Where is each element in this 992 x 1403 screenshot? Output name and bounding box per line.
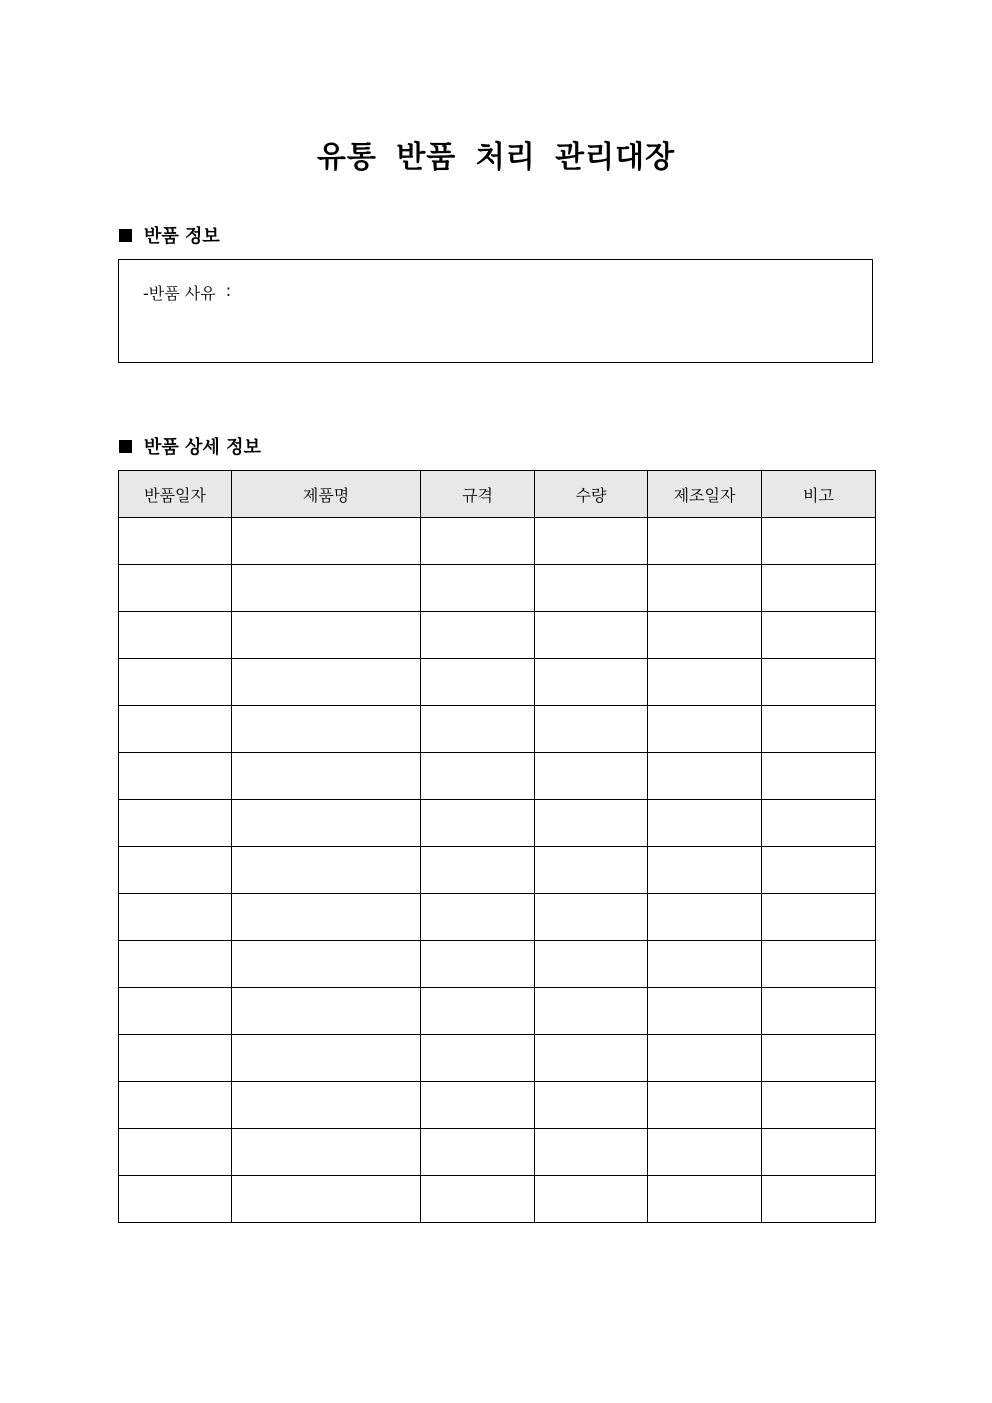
product-name-cell[interactable] xyxy=(232,565,421,612)
return-detail-heading xyxy=(119,433,261,459)
remarks-cell[interactable] xyxy=(762,565,876,612)
manufacture-date-cell[interactable] xyxy=(648,565,762,612)
column-header-remarks: 비고 xyxy=(762,471,876,518)
remarks-cell[interactable] xyxy=(762,941,876,988)
spec-cell[interactable] xyxy=(421,612,535,659)
manufacture-date-cell[interactable] xyxy=(648,659,762,706)
table-row xyxy=(119,1035,876,1082)
table-row xyxy=(119,612,876,659)
quantity-cell[interactable] xyxy=(535,800,648,847)
product-name-cell[interactable] xyxy=(232,659,421,706)
manufacture-date-cell[interactable] xyxy=(648,612,762,659)
spec-cell[interactable] xyxy=(421,1129,535,1176)
document-title: 유통 반품 처리 관리대장 xyxy=(316,140,676,175)
return-date-cell[interactable] xyxy=(119,988,232,1035)
black-square-bullet-icon xyxy=(119,440,132,453)
manufacture-date-cell[interactable] xyxy=(648,518,762,565)
return-date-cell[interactable] xyxy=(119,706,232,753)
spec-cell[interactable] xyxy=(421,706,535,753)
manufacture-date-cell[interactable] xyxy=(648,1035,762,1082)
product-name-cell[interactable] xyxy=(232,1176,421,1223)
manufacture-date-cell[interactable] xyxy=(648,847,762,894)
quantity-cell[interactable] xyxy=(535,941,648,988)
quantity-cell[interactable] xyxy=(535,1176,648,1223)
remarks-cell[interactable] xyxy=(762,1129,876,1176)
column-header-quantity: 수량 xyxy=(535,471,648,518)
return-date-cell[interactable] xyxy=(119,1035,232,1082)
remarks-cell[interactable] xyxy=(762,612,876,659)
remarks-cell[interactable] xyxy=(762,1176,876,1223)
table-row xyxy=(119,847,876,894)
product-name-cell[interactable] xyxy=(232,1082,421,1129)
spec-cell[interactable] xyxy=(421,1082,535,1129)
return-detail-table xyxy=(118,470,876,1223)
quantity-cell[interactable] xyxy=(535,706,648,753)
remarks-cell[interactable] xyxy=(762,659,876,706)
product-name-cell[interactable] xyxy=(232,1129,421,1176)
return-date-cell[interactable] xyxy=(119,1082,232,1129)
return-reason-line xyxy=(143,281,231,304)
table-row xyxy=(119,518,876,565)
quantity-cell[interactable] xyxy=(535,753,648,800)
spec-cell[interactable] xyxy=(421,800,535,847)
column-header-product-name: 제품명 xyxy=(232,471,421,518)
product-name-cell[interactable] xyxy=(232,1035,421,1082)
return-date-cell[interactable] xyxy=(119,800,232,847)
table-row xyxy=(119,706,876,753)
table-row xyxy=(119,894,876,941)
table-row xyxy=(119,659,876,706)
quantity-cell[interactable] xyxy=(535,518,648,565)
return-reason-separator: : xyxy=(225,281,232,300)
quantity-cell[interactable] xyxy=(535,1082,648,1129)
spec-cell[interactable] xyxy=(421,1035,535,1082)
return-date-cell[interactable] xyxy=(119,565,232,612)
column-header-return-date: 반품일자 xyxy=(119,471,232,518)
quantity-cell[interactable] xyxy=(535,1129,648,1176)
return-info-heading-label: 반품 정보 xyxy=(144,226,220,247)
return-date-cell[interactable] xyxy=(119,659,232,706)
spec-cell[interactable] xyxy=(421,1176,535,1223)
quantity-cell[interactable] xyxy=(535,612,648,659)
spec-cell[interactable] xyxy=(421,518,535,565)
manufacture-date-cell[interactable] xyxy=(648,941,762,988)
spec-cell[interactable] xyxy=(421,565,535,612)
table-row xyxy=(119,1129,876,1176)
quantity-cell[interactable] xyxy=(535,988,648,1035)
table-header-row xyxy=(119,471,876,518)
quantity-cell[interactable] xyxy=(535,1035,648,1082)
quantity-cell[interactable] xyxy=(535,847,648,894)
manufacture-date-cell[interactable] xyxy=(648,894,762,941)
table-row xyxy=(119,800,876,847)
spec-cell[interactable] xyxy=(421,659,535,706)
return-date-cell[interactable] xyxy=(119,612,232,659)
manufacture-date-cell[interactable] xyxy=(648,988,762,1035)
spec-cell[interactable] xyxy=(421,753,535,800)
table-row xyxy=(119,1082,876,1129)
manufacture-date-cell[interactable] xyxy=(648,753,762,800)
return-detail-heading-label: 반품 상세 정보 xyxy=(144,437,261,458)
return-date-cell[interactable] xyxy=(119,847,232,894)
table-row xyxy=(119,988,876,1035)
product-name-cell[interactable] xyxy=(232,706,421,753)
product-name-cell[interactable] xyxy=(232,847,421,894)
product-name-cell[interactable] xyxy=(232,988,421,1035)
product-name-cell[interactable] xyxy=(232,800,421,847)
remarks-cell[interactable] xyxy=(762,753,876,800)
manufacture-date-cell[interactable] xyxy=(648,1129,762,1176)
return-date-cell[interactable] xyxy=(119,894,232,941)
remarks-cell[interactable] xyxy=(762,1035,876,1082)
remarks-cell[interactable] xyxy=(762,800,876,847)
quantity-cell[interactable] xyxy=(535,565,648,612)
spec-cell[interactable] xyxy=(421,988,535,1035)
return-date-cell[interactable] xyxy=(119,753,232,800)
remarks-cell[interactable] xyxy=(762,988,876,1035)
table-row xyxy=(119,1176,876,1223)
remarks-cell[interactable] xyxy=(762,1082,876,1129)
return-date-cell[interactable] xyxy=(119,1129,232,1176)
return-info-box xyxy=(118,259,873,363)
black-square-bullet-icon xyxy=(119,229,132,242)
product-name-cell[interactable] xyxy=(232,518,421,565)
spec-cell[interactable] xyxy=(421,847,535,894)
manufacture-date-cell[interactable] xyxy=(648,1082,762,1129)
manufacture-date-cell[interactable] xyxy=(648,1176,762,1223)
return-date-cell[interactable] xyxy=(119,1176,232,1223)
column-header-manufacture-date: 제조일자 xyxy=(648,471,762,518)
remarks-cell[interactable] xyxy=(762,706,876,753)
return-reason-label: -반품 사유 xyxy=(143,284,216,303)
column-header-spec: 규격 xyxy=(421,471,535,518)
return-date-cell[interactable] xyxy=(119,518,232,565)
product-name-cell[interactable] xyxy=(232,753,421,800)
remarks-cell[interactable] xyxy=(762,894,876,941)
quantity-cell[interactable] xyxy=(535,894,648,941)
product-name-cell[interactable] xyxy=(232,612,421,659)
spec-cell[interactable] xyxy=(421,894,535,941)
product-name-cell[interactable] xyxy=(232,894,421,941)
spec-cell[interactable] xyxy=(421,941,535,988)
manufacture-date-cell[interactable] xyxy=(648,706,762,753)
remarks-cell[interactable] xyxy=(762,847,876,894)
table-row xyxy=(119,565,876,612)
product-name-cell[interactable] xyxy=(232,941,421,988)
return-date-cell[interactable] xyxy=(119,941,232,988)
table-row xyxy=(119,941,876,988)
remarks-cell[interactable] xyxy=(762,518,876,565)
return-info-heading xyxy=(119,222,220,248)
table-row xyxy=(119,753,876,800)
quantity-cell[interactable] xyxy=(535,659,648,706)
manufacture-date-cell[interactable] xyxy=(648,800,762,847)
